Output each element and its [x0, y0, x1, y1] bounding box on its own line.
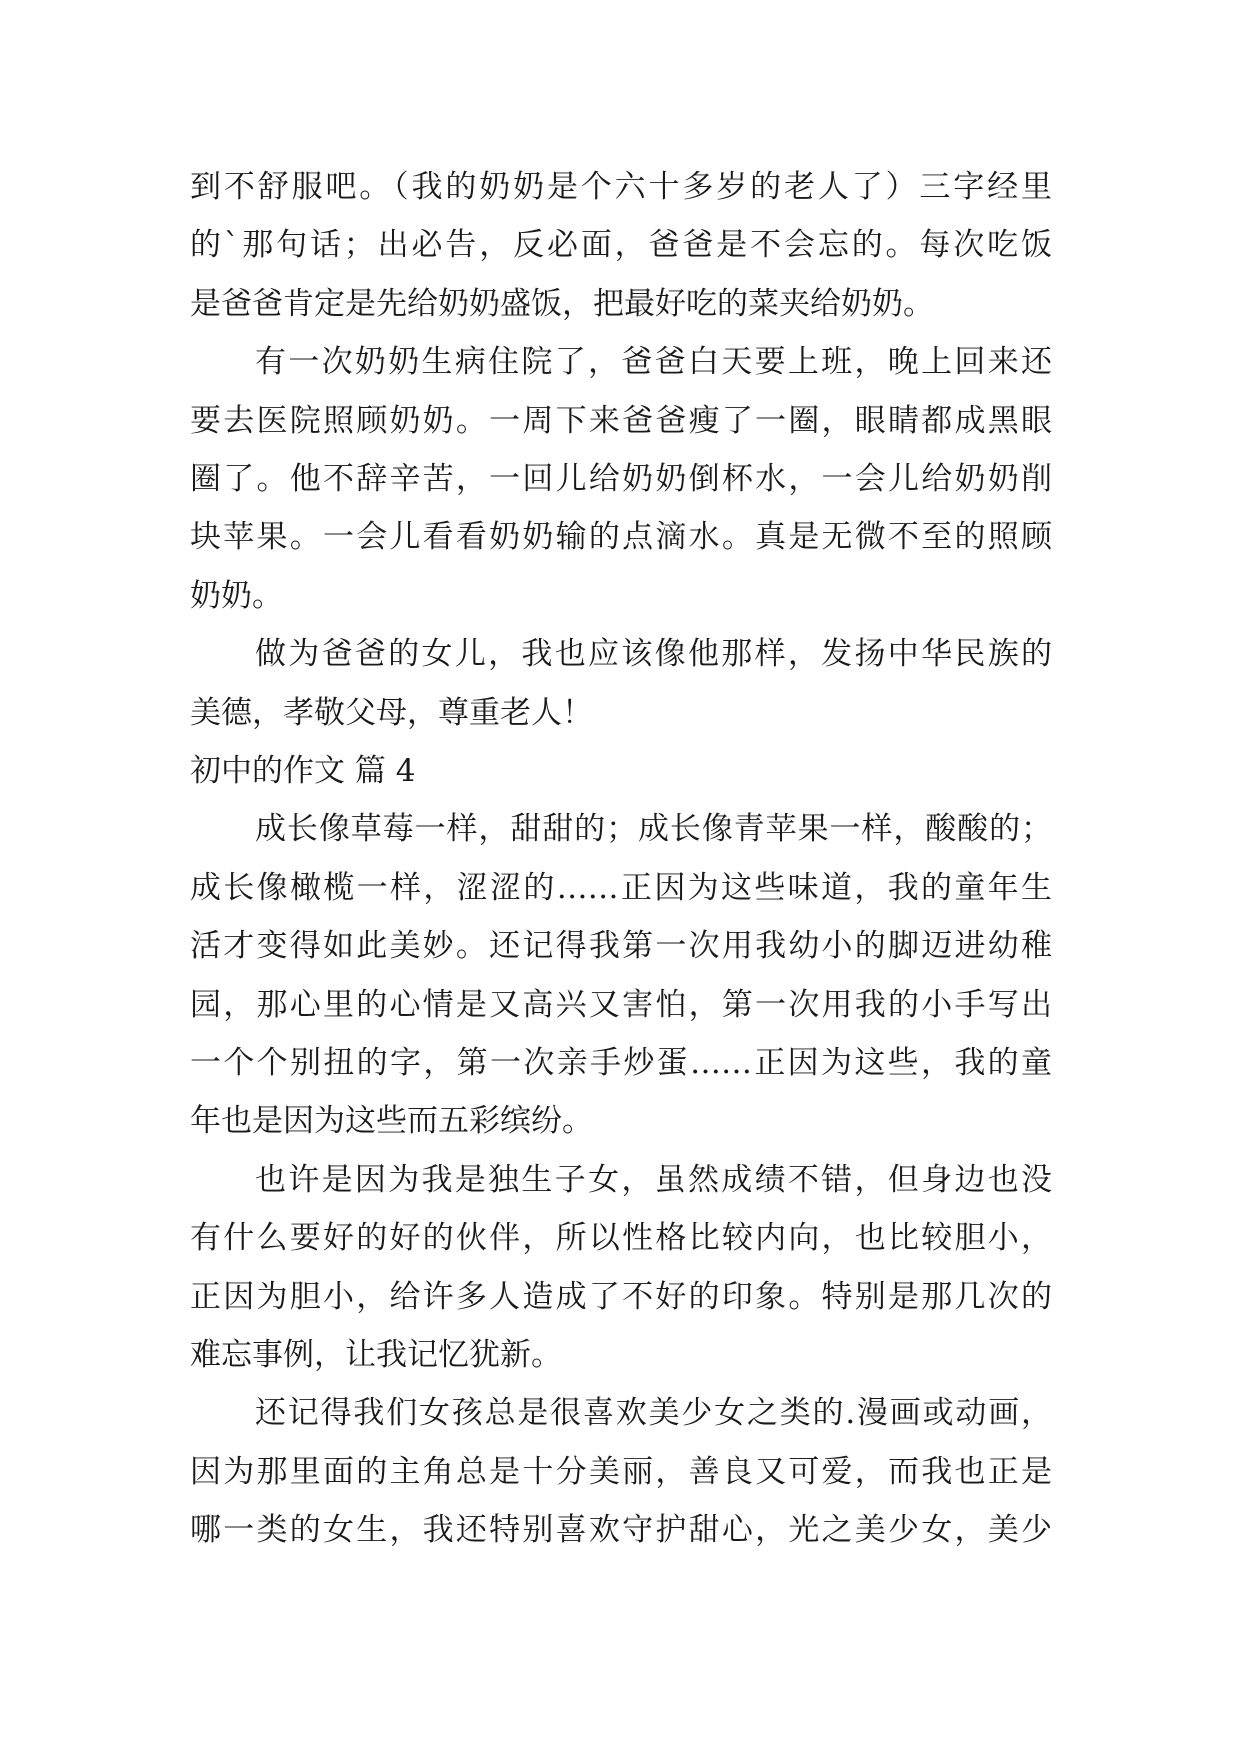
text-line: 块苹果。一会儿看看奶奶输的点滴水。真是无微不至的照顾 [190, 519, 1052, 555]
text-line: 奶奶。 [190, 578, 283, 614]
text-line: 园，那心里的心情是又高兴又害怕，第一次用我的小手写出 [190, 987, 1052, 1023]
text-line: 年也是因为这些而五彩缤纷。 [190, 1103, 593, 1139]
text-line: 的`那句话；出必告，反必面，爸爸是不会忘的。每次吃饭 [190, 227, 1052, 263]
paragraph-first-line: 也许是因为我是独生子女，虽然成绩不错，但身边也没 [255, 1162, 1052, 1198]
text-line: 一个个别扭的字，第一次亲手炒蛋……正因为这些，我的童 [190, 1045, 1052, 1081]
text-line: 要去医院照顾奶奶。一周下来爸爸瘦了一圈，眼睛都成黑眼 [190, 403, 1052, 439]
text-line: 因为那里面的主角总是十分美丽，善良又可爱，而我也正是 [190, 1454, 1052, 1490]
text-line: 美德，孝敬父母，尊重老人！ [190, 695, 593, 731]
text-line: 圈了。他不辞辛苦，一回儿给奶奶倒杯水，一会儿给奶奶削 [190, 461, 1052, 497]
text-line: 到不舒服吧。（我的奶奶是个六十多岁的老人了）三字经里 [190, 169, 1052, 205]
paragraph-first-line: 有一次奶奶生病住院了，爸爸白天要上班，晚上回来还 [255, 344, 1052, 380]
text-line: 有什么要好的好的伙伴，所以性格比较内向，也比较胆小， [190, 1220, 1052, 1256]
paragraph-first-line: 成长像草莓一样，甜甜的；成长像青苹果一样，酸酸的； [255, 811, 1052, 847]
paragraph-first-line: 还记得我们女孩总是很喜欢美少女之类的.漫画或动画， [255, 1395, 1052, 1431]
text-line: 成长像橄榄一样，涩涩的……正因为这些味道，我的童年生 [190, 870, 1052, 906]
text-line: 哪一类的女生，我还特别喜欢守护甜心，光之美少女，美少 [190, 1512, 1052, 1548]
paragraph-first-line: 做为爸爸的女儿，我也应该像他那样，发扬中华民族的 [255, 636, 1052, 672]
text-line: 难忘事例，让我记忆犹新。 [190, 1337, 562, 1373]
text-line: 正因为胆小，给许多人造成了不好的印象。特别是那几次的 [190, 1279, 1052, 1315]
text-line: 是爸爸肯定是先给奶奶盛饭，把最好吃的菜夹给奶奶。 [190, 286, 934, 322]
text-line: 活才变得如此美妙。还记得我第一次用我幼小的脚迈进幼稚 [190, 928, 1052, 964]
section-heading: 初中的作文 篇 4 [190, 753, 416, 789]
